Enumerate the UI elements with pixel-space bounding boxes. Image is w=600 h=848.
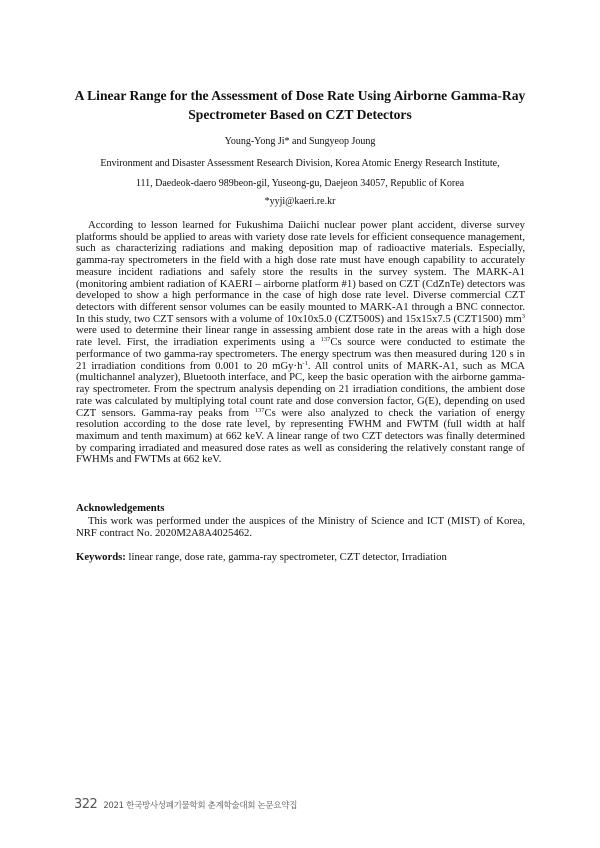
title-line-1: A Linear Range for the Assessment of Dose Rate Using Airborne Gamma-Ray <box>74 88 526 103</box>
page-number: 322 <box>74 797 98 812</box>
affiliation-line-2: 111, Daedeok-daero 989beon-gil, Yuseong-gu, Daejeon 34057, Republic of Korea <box>135 178 465 189</box>
abstract-text-1: According to lesson learned for Fukushima Daiichi nuclear power plant accident, diverse survey platforms should be applied to areas with variety dose rate levels for efficient consequence management, such as characterizing radiations and making deposition map of radioactive materials. Especially, gamma-ray spectrometers in the field with a high dose rate must have enough capability to accurately measure incident radiations and safely store the results in the survey system. The MARK-A1 (monitoring ambient radiation of KAERI – airborne platform #1) based on CZT (CdZnTe) detectors was developed to show a high performance in the case of high dose rate level. Diverse commercial CZT detectors with different sensor volumes can be easily mounted to MARK-A1 through a BNC connector. In this study, two CZT sensors with a volume of 10x10x5.0 (CZT500S) and 15x15x7.5 (CZT1500) mm <box>76 219 525 325</box>
footer-text: 2021 한국방사성폐기물학회 춘계학술대회 논문요약집 <box>103 801 298 811</box>
affiliation-line-1: Environment and Disaster Assessment Research Division, Korea Atomic Energy Research Institute, <box>100 158 500 169</box>
affiliation <box>60 154 540 194</box>
keywords-line <box>76 551 525 563</box>
keywords-label: Keywords: <box>76 551 126 563</box>
abstract-text-2: were used to determine their linear range in assessing ambient dose rate in the areas with a high dose rate level. First, the irradiation experiments using a <box>76 324 525 349</box>
title-line-2: Spectrometer Based on CZT Detectors <box>188 107 412 122</box>
author-list: Young-Yong Ji* and Sungyeop Joung <box>224 136 376 147</box>
acknowledgements-body: This work was performed under the auspices of the Ministry of Science and ICT (MIST) of Korea, NRF contract No. 2020M2A8A4025462. <box>76 515 525 539</box>
superscript-per-hour: -1 <box>302 359 308 367</box>
corresponding-email: *yyji@kaeri.re.kr <box>264 196 336 207</box>
abstract-text-3: Cs source were conducted to estimate the performance of two gamma-ray spectrometers. The energy spectrum was then measured during 120 s in 21 irradiation conditions from 0.001 to 20 mGy·h <box>76 336 525 372</box>
page-footer <box>74 793 297 812</box>
superscript-isotope-1: 137 <box>320 336 331 344</box>
acknowledgements-heading: Acknowledgements <box>76 502 165 514</box>
superscript-isotope-2: 137 <box>254 406 265 414</box>
abstract-text-5: Cs were also analyzed to check the variation of energy resolution according to the dose rate level, by representing FWHM and FWTM (full width at half maximum and tenth maximum) at 662 keV. A linear range of two CZT detectors was finally determined by comparing irradiated and measured dose rates as well as considering the relatively constant range of FWHMs and FWTMs at 662 keV. <box>76 406 525 466</box>
paper-title <box>60 86 540 124</box>
abstract-text-4: . All control units of MARK-A1, such as MCA (multichannel analyzer), Bluetooth interface, and PC, keep the basic operation with the airborne gamma-ray spectrometer. From the spectrum analysis depending on 21 irradiation conditions, the ambient dose rate was calculated by multiplying total count rate and dose conversion factor, G(E), depending on used CZT sensors. Gamma-ray peaks from <box>76 359 525 419</box>
abstract-paragraph <box>76 220 525 466</box>
keywords-text: linear range, dose rate, gamma-ray spectrometer, CZT detector, Irradiation <box>125 551 447 563</box>
superscript-cubic: 3 <box>521 312 525 320</box>
